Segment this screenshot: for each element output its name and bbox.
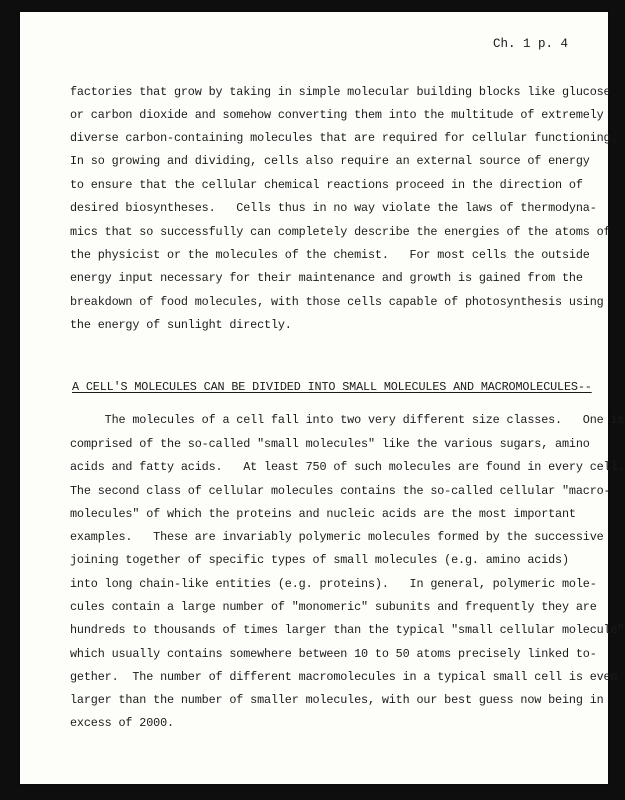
document-page xyxy=(20,12,608,784)
text-line: or carbon dioxide and somehow converting them into the multitude of extremely xyxy=(70,108,604,122)
section-heading: A CELL'S MOLECULES CAN BE DIVIDED INTO SMALL MOLECULES AND MACROMOLECULES-- xyxy=(72,380,592,394)
text-line: mics that so successfully can completely describe the energies of the atoms of xyxy=(70,225,611,239)
text-line: hundreds to thousands of times larger than the typical "small cellular molecule" xyxy=(70,623,625,637)
text-line: examples. These are invariably polymeric molecules formed by the successive xyxy=(70,530,604,544)
text-line: molecules" of which the proteins and nucleic acids are the most important xyxy=(70,507,576,521)
text-line: the physicist or the molecules of the chemist. For most cells the outside xyxy=(70,248,590,262)
text-line: The molecules of a cell fall into two very different size classes. One is xyxy=(70,413,625,427)
text-line: desired biosyntheses. Cells thus in no way violate the laws of thermodyna- xyxy=(70,201,597,215)
text-line: energy input necessary for their maintenance and growth is gained from the xyxy=(70,271,583,285)
page-number-label: Ch. 1 p. 4 xyxy=(493,37,569,51)
text-line: In so growing and dividing, cells also require an external source of energy xyxy=(70,154,590,168)
text-line: breakdown of food molecules, with those cells capable of photosynthesis using xyxy=(70,295,604,309)
text-line: the energy of sunlight directly. xyxy=(70,318,292,332)
text-line: acids and fatty acids. At least 750 of such molecules are found in every cell. xyxy=(70,460,625,474)
text-line: larger than the number of smaller molecules, with our best guess now being in xyxy=(70,693,604,707)
text-line: diverse carbon-containing molecules that are required for cellular functioning. xyxy=(70,131,618,145)
text-line: comprised of the so-called "small molecules" like the various sugars, amino xyxy=(70,437,590,451)
text-line: which usually contains somewhere between 10 to 50 atoms precisely linked to- xyxy=(70,647,597,661)
text-line: cules contain a large number of "monomeric" subunits and frequently they are xyxy=(70,600,597,614)
text-line: to ensure that the cellular chemical reactions proceed in the direction of xyxy=(70,178,583,192)
text-line: factories that grow by taking in simple molecular building blocks like glucose xyxy=(70,85,611,99)
text-line: into long chain-like entities (e.g. proteins). In general, polymeric mole- xyxy=(70,577,597,591)
text-line: excess of 2000. xyxy=(70,716,174,730)
text-line: The second class of cellular molecules contains the so-called cellular "macro- xyxy=(70,484,611,498)
text-line: joining together of specific types of small molecules (e.g. amino acids) xyxy=(70,553,569,567)
text-line: gether. The number of different macromolecules in a typical small cell is even xyxy=(70,670,618,684)
